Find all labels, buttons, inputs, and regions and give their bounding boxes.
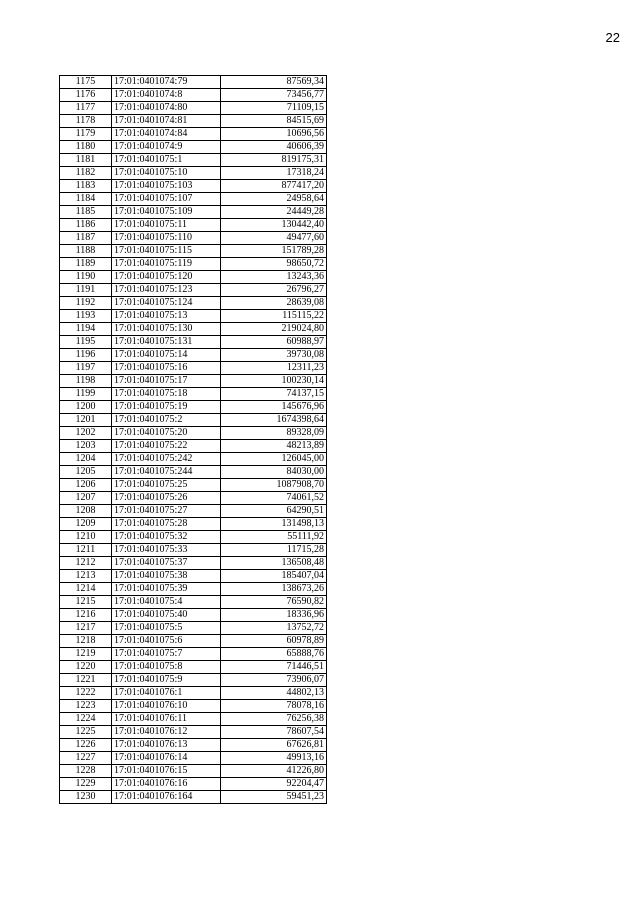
cadastral-number-cell: 17:01:0401076:11: [112, 713, 221, 726]
row-number-cell: 1204: [60, 453, 112, 466]
value-cell: 18336,96: [221, 609, 327, 622]
cadastral-number-cell: 17:01:0401075:109: [112, 206, 221, 219]
table-row: [60, 505, 327, 518]
value-cell: 131498,13: [221, 518, 327, 531]
cadastral-number-cell: 17:01:0401074:79: [112, 76, 221, 89]
value-cell: 151789,28: [221, 245, 327, 258]
table-row: [60, 453, 327, 466]
table-row: [60, 752, 327, 765]
value-cell: 78607,54: [221, 726, 327, 739]
value-cell: 59451,23: [221, 791, 327, 804]
row-number-cell: 1224: [60, 713, 112, 726]
value-cell: 115115,22: [221, 310, 327, 323]
table-row: [60, 531, 327, 544]
value-cell: 10696,56: [221, 128, 327, 141]
value-cell: 71109,15: [221, 102, 327, 115]
cadastral-number-cell: 17:01:0401075:130: [112, 323, 221, 336]
table-row: [60, 414, 327, 427]
row-number-cell: 1194: [60, 323, 112, 336]
value-cell: 64290,51: [221, 505, 327, 518]
row-number-cell: 1199: [60, 388, 112, 401]
row-number-cell: 1208: [60, 505, 112, 518]
value-cell: 100230,14: [221, 375, 327, 388]
cadastral-number-cell: 17:01:0401074:80: [112, 102, 221, 115]
row-number-cell: 1215: [60, 596, 112, 609]
table-row: [60, 102, 327, 115]
table-row: [60, 726, 327, 739]
value-cell: 138673,26: [221, 583, 327, 596]
cadastral-number-cell: 17:01:0401075:16: [112, 362, 221, 375]
table-row: [60, 219, 327, 232]
value-cell: 44802,13: [221, 687, 327, 700]
cadastral-number-cell: 17:01:0401075:19: [112, 401, 221, 414]
value-cell: 39730,08: [221, 349, 327, 362]
row-number-cell: 1191: [60, 284, 112, 297]
table-row: [60, 609, 327, 622]
cadastral-number-cell: 17:01:0401075:110: [112, 232, 221, 245]
cadastral-number-cell: 17:01:0401075:242: [112, 453, 221, 466]
table-row: [60, 115, 327, 128]
table-row: [60, 635, 327, 648]
row-number-cell: 1180: [60, 141, 112, 154]
value-cell: 12311,23: [221, 362, 327, 375]
row-number-cell: 1206: [60, 479, 112, 492]
row-number-cell: 1185: [60, 206, 112, 219]
table-row: [60, 375, 327, 388]
cadastral-number-cell: 17:01:0401075:107: [112, 193, 221, 206]
row-number-cell: 1188: [60, 245, 112, 258]
table-row: [60, 583, 327, 596]
table-row: [60, 557, 327, 570]
row-number-cell: 1221: [60, 674, 112, 687]
value-cell: 65888,76: [221, 648, 327, 661]
cadastral-number-cell: 17:01:0401075:7: [112, 648, 221, 661]
value-cell: 73456,77: [221, 89, 327, 102]
cadastral-number-cell: 17:01:0401074:8: [112, 89, 221, 102]
cadastral-number-cell: 17:01:0401075:14: [112, 349, 221, 362]
value-cell: 126045,00: [221, 453, 327, 466]
table-row: [60, 206, 327, 219]
table-row: [60, 674, 327, 687]
table-row: [60, 310, 327, 323]
row-number-cell: 1181: [60, 154, 112, 167]
cadastral-number-cell: 17:01:0401075:26: [112, 492, 221, 505]
value-cell: 24958,64: [221, 193, 327, 206]
row-number-cell: 1182: [60, 167, 112, 180]
value-cell: 28639,08: [221, 297, 327, 310]
table-row: [60, 596, 327, 609]
cadastral-number-cell: 17:01:0401074:9: [112, 141, 221, 154]
value-cell: 11715,28: [221, 544, 327, 557]
row-number-cell: 1184: [60, 193, 112, 206]
value-cell: 13752,72: [221, 622, 327, 635]
cadastral-number-cell: 17:01:0401075:22: [112, 440, 221, 453]
value-cell: 92204,47: [221, 778, 327, 791]
table-row: [60, 349, 327, 362]
value-cell: 1674398,64: [221, 414, 327, 427]
cadastral-number-cell: 17:01:0401076:1: [112, 687, 221, 700]
row-number-cell: 1225: [60, 726, 112, 739]
table-row: [60, 440, 327, 453]
cadastral-number-cell: 17:01:0401076:13: [112, 739, 221, 752]
row-number-cell: 1177: [60, 102, 112, 115]
table-row: [60, 427, 327, 440]
value-cell: 130442,40: [221, 219, 327, 232]
value-cell: 71446,51: [221, 661, 327, 674]
table-row: [60, 167, 327, 180]
table-row: [60, 661, 327, 674]
table-row: [60, 271, 327, 284]
row-number-cell: 1211: [60, 544, 112, 557]
table-row: [60, 232, 327, 245]
table-row: [60, 297, 327, 310]
cadastral-number-cell: 17:01:0401075:4: [112, 596, 221, 609]
cadastral-number-cell: 17:01:0401075:5: [112, 622, 221, 635]
row-number-cell: 1186: [60, 219, 112, 232]
value-cell: 98650,72: [221, 258, 327, 271]
row-number-cell: 1178: [60, 115, 112, 128]
cadastral-number-cell: 17:01:0401075:39: [112, 583, 221, 596]
table-row: [60, 141, 327, 154]
value-cell: 1087908,70: [221, 479, 327, 492]
value-cell: 48213,89: [221, 440, 327, 453]
row-number-cell: 1175: [60, 76, 112, 89]
row-number-cell: 1187: [60, 232, 112, 245]
value-cell: 73906,07: [221, 674, 327, 687]
value-cell: 67626,81: [221, 739, 327, 752]
row-number-cell: 1179: [60, 128, 112, 141]
value-cell: 136508,48: [221, 557, 327, 570]
value-cell: 78078,16: [221, 700, 327, 713]
row-number-cell: 1190: [60, 271, 112, 284]
value-cell: 13243,36: [221, 271, 327, 284]
row-number-cell: 1229: [60, 778, 112, 791]
cadastral-number-cell: 17:01:0401075:244: [112, 466, 221, 479]
value-cell: 24449,28: [221, 206, 327, 219]
value-cell: 145676,96: [221, 401, 327, 414]
cadastral-number-cell: 17:01:0401075:32: [112, 531, 221, 544]
row-number-cell: 1222: [60, 687, 112, 700]
cadastral-number-cell: 17:01:0401074:81: [112, 115, 221, 128]
table-row: [60, 466, 327, 479]
row-number-cell: 1213: [60, 570, 112, 583]
value-cell: 84515,69: [221, 115, 327, 128]
cadastral-number-cell: 17:01:0401075:10: [112, 167, 221, 180]
table-row: [60, 284, 327, 297]
row-number-cell: 1216: [60, 609, 112, 622]
row-number-cell: 1196: [60, 349, 112, 362]
table-row: [60, 778, 327, 791]
cadastral-number-cell: 17:01:0401075:17: [112, 375, 221, 388]
cadastral-number-cell: 17:01:0401075:123: [112, 284, 221, 297]
table-row: [60, 791, 327, 804]
table-row: [60, 388, 327, 401]
table-row: [60, 622, 327, 635]
value-cell: 89328,09: [221, 427, 327, 440]
row-number-cell: 1226: [60, 739, 112, 752]
value-cell: 60978,89: [221, 635, 327, 648]
cadastral-number-cell: 17:01:0401075:8: [112, 661, 221, 674]
row-number-cell: 1193: [60, 310, 112, 323]
cadastral-number-cell: 17:01:0401076:164: [112, 791, 221, 804]
cadastral-number-cell: 17:01:0401075:18: [112, 388, 221, 401]
cadastral-number-cell: 17:01:0401075:9: [112, 674, 221, 687]
row-number-cell: 1217: [60, 622, 112, 635]
value-cell: 84030,00: [221, 466, 327, 479]
table-row: [60, 544, 327, 557]
cadastral-number-cell: 17:01:0401076:12: [112, 726, 221, 739]
cadastral-number-cell: 17:01:0401075:37: [112, 557, 221, 570]
cadastral-number-cell: 17:01:0401076:14: [112, 752, 221, 765]
value-cell: 185407,04: [221, 570, 327, 583]
cadastral-number-cell: 17:01:0401075:115: [112, 245, 221, 258]
value-cell: 87569,34: [221, 76, 327, 89]
cadastral-number-cell: 17:01:0401075:124: [112, 297, 221, 310]
value-cell: 60988,97: [221, 336, 327, 349]
value-cell: 17318,24: [221, 167, 327, 180]
table-row: [60, 193, 327, 206]
table-row: [60, 154, 327, 167]
cadastral-number-cell: 17:01:0401075:120: [112, 271, 221, 284]
data-table: [59, 75, 327, 804]
row-number-cell: 1230: [60, 791, 112, 804]
row-number-cell: 1207: [60, 492, 112, 505]
cadastral-number-cell: 17:01:0401075:28: [112, 518, 221, 531]
row-number-cell: 1210: [60, 531, 112, 544]
row-number-cell: 1214: [60, 583, 112, 596]
value-cell: 819175,31: [221, 154, 327, 167]
value-cell: 219024,80: [221, 323, 327, 336]
row-number-cell: 1195: [60, 336, 112, 349]
value-cell: 49477,60: [221, 232, 327, 245]
cadastral-number-cell: 17:01:0401075:25: [112, 479, 221, 492]
value-cell: 76256,38: [221, 713, 327, 726]
row-number-cell: 1200: [60, 401, 112, 414]
cadastral-number-cell: 17:01:0401074:84: [112, 128, 221, 141]
row-number-cell: 1189: [60, 258, 112, 271]
row-number-cell: 1218: [60, 635, 112, 648]
table-row: [60, 479, 327, 492]
value-cell: 26796,27: [221, 284, 327, 297]
value-cell: 40606,39: [221, 141, 327, 154]
row-number-cell: 1176: [60, 89, 112, 102]
cadastral-number-cell: 17:01:0401075:11: [112, 219, 221, 232]
row-number-cell: 1220: [60, 661, 112, 674]
table-row: [60, 687, 327, 700]
table-row: [60, 492, 327, 505]
table-row: [60, 128, 327, 141]
cadastral-number-cell: 17:01:0401075:27: [112, 505, 221, 518]
cadastral-number-cell: 17:01:0401075:13: [112, 310, 221, 323]
value-cell: 74061,52: [221, 492, 327, 505]
page-number: 22: [605, 30, 620, 45]
row-number-cell: 1212: [60, 557, 112, 570]
table-row: [60, 323, 327, 336]
cadastral-number-cell: 17:01:0401075:6: [112, 635, 221, 648]
table-row: [60, 765, 327, 778]
table-row: [60, 739, 327, 752]
table-row: [60, 570, 327, 583]
row-number-cell: 1198: [60, 375, 112, 388]
table-row: [60, 362, 327, 375]
cadastral-number-cell: 17:01:0401075:20: [112, 427, 221, 440]
table-body: [60, 76, 327, 804]
table-row: [60, 700, 327, 713]
cadastral-number-cell: 17:01:0401075:103: [112, 180, 221, 193]
cadastral-number-cell: 17:01:0401076:16: [112, 778, 221, 791]
row-number-cell: 1228: [60, 765, 112, 778]
row-number-cell: 1227: [60, 752, 112, 765]
row-number-cell: 1192: [60, 297, 112, 310]
table-row: [60, 401, 327, 414]
cadastral-number-cell: 17:01:0401075:1: [112, 154, 221, 167]
row-number-cell: 1183: [60, 180, 112, 193]
cadastral-number-cell: 17:01:0401075:2: [112, 414, 221, 427]
table-row: [60, 89, 327, 102]
cadastral-number-cell: 17:01:0401075:40: [112, 609, 221, 622]
row-number-cell: 1202: [60, 427, 112, 440]
cadastral-number-cell: 17:01:0401076:10: [112, 700, 221, 713]
row-number-cell: 1205: [60, 466, 112, 479]
table-row: [60, 76, 327, 89]
row-number-cell: 1209: [60, 518, 112, 531]
table-row: [60, 648, 327, 661]
table-row: [60, 245, 327, 258]
row-number-cell: 1201: [60, 414, 112, 427]
cadastral-number-cell: 17:01:0401075:131: [112, 336, 221, 349]
table-row: [60, 180, 327, 193]
row-number-cell: 1203: [60, 440, 112, 453]
value-cell: 76590,82: [221, 596, 327, 609]
row-number-cell: 1197: [60, 362, 112, 375]
row-number-cell: 1223: [60, 700, 112, 713]
value-cell: 55111,92: [221, 531, 327, 544]
value-cell: 41226,80: [221, 765, 327, 778]
value-cell: 877417,20: [221, 180, 327, 193]
table-row: [60, 336, 327, 349]
table-row: [60, 518, 327, 531]
table-row: [60, 258, 327, 271]
cadastral-number-cell: 17:01:0401075:119: [112, 258, 221, 271]
cadastral-number-cell: 17:01:0401076:15: [112, 765, 221, 778]
cadastral-number-cell: 17:01:0401075:33: [112, 544, 221, 557]
value-cell: 49913,16: [221, 752, 327, 765]
cadastral-number-cell: 17:01:0401075:38: [112, 570, 221, 583]
value-cell: 74137,15: [221, 388, 327, 401]
table-row: [60, 713, 327, 726]
row-number-cell: 1219: [60, 648, 112, 661]
